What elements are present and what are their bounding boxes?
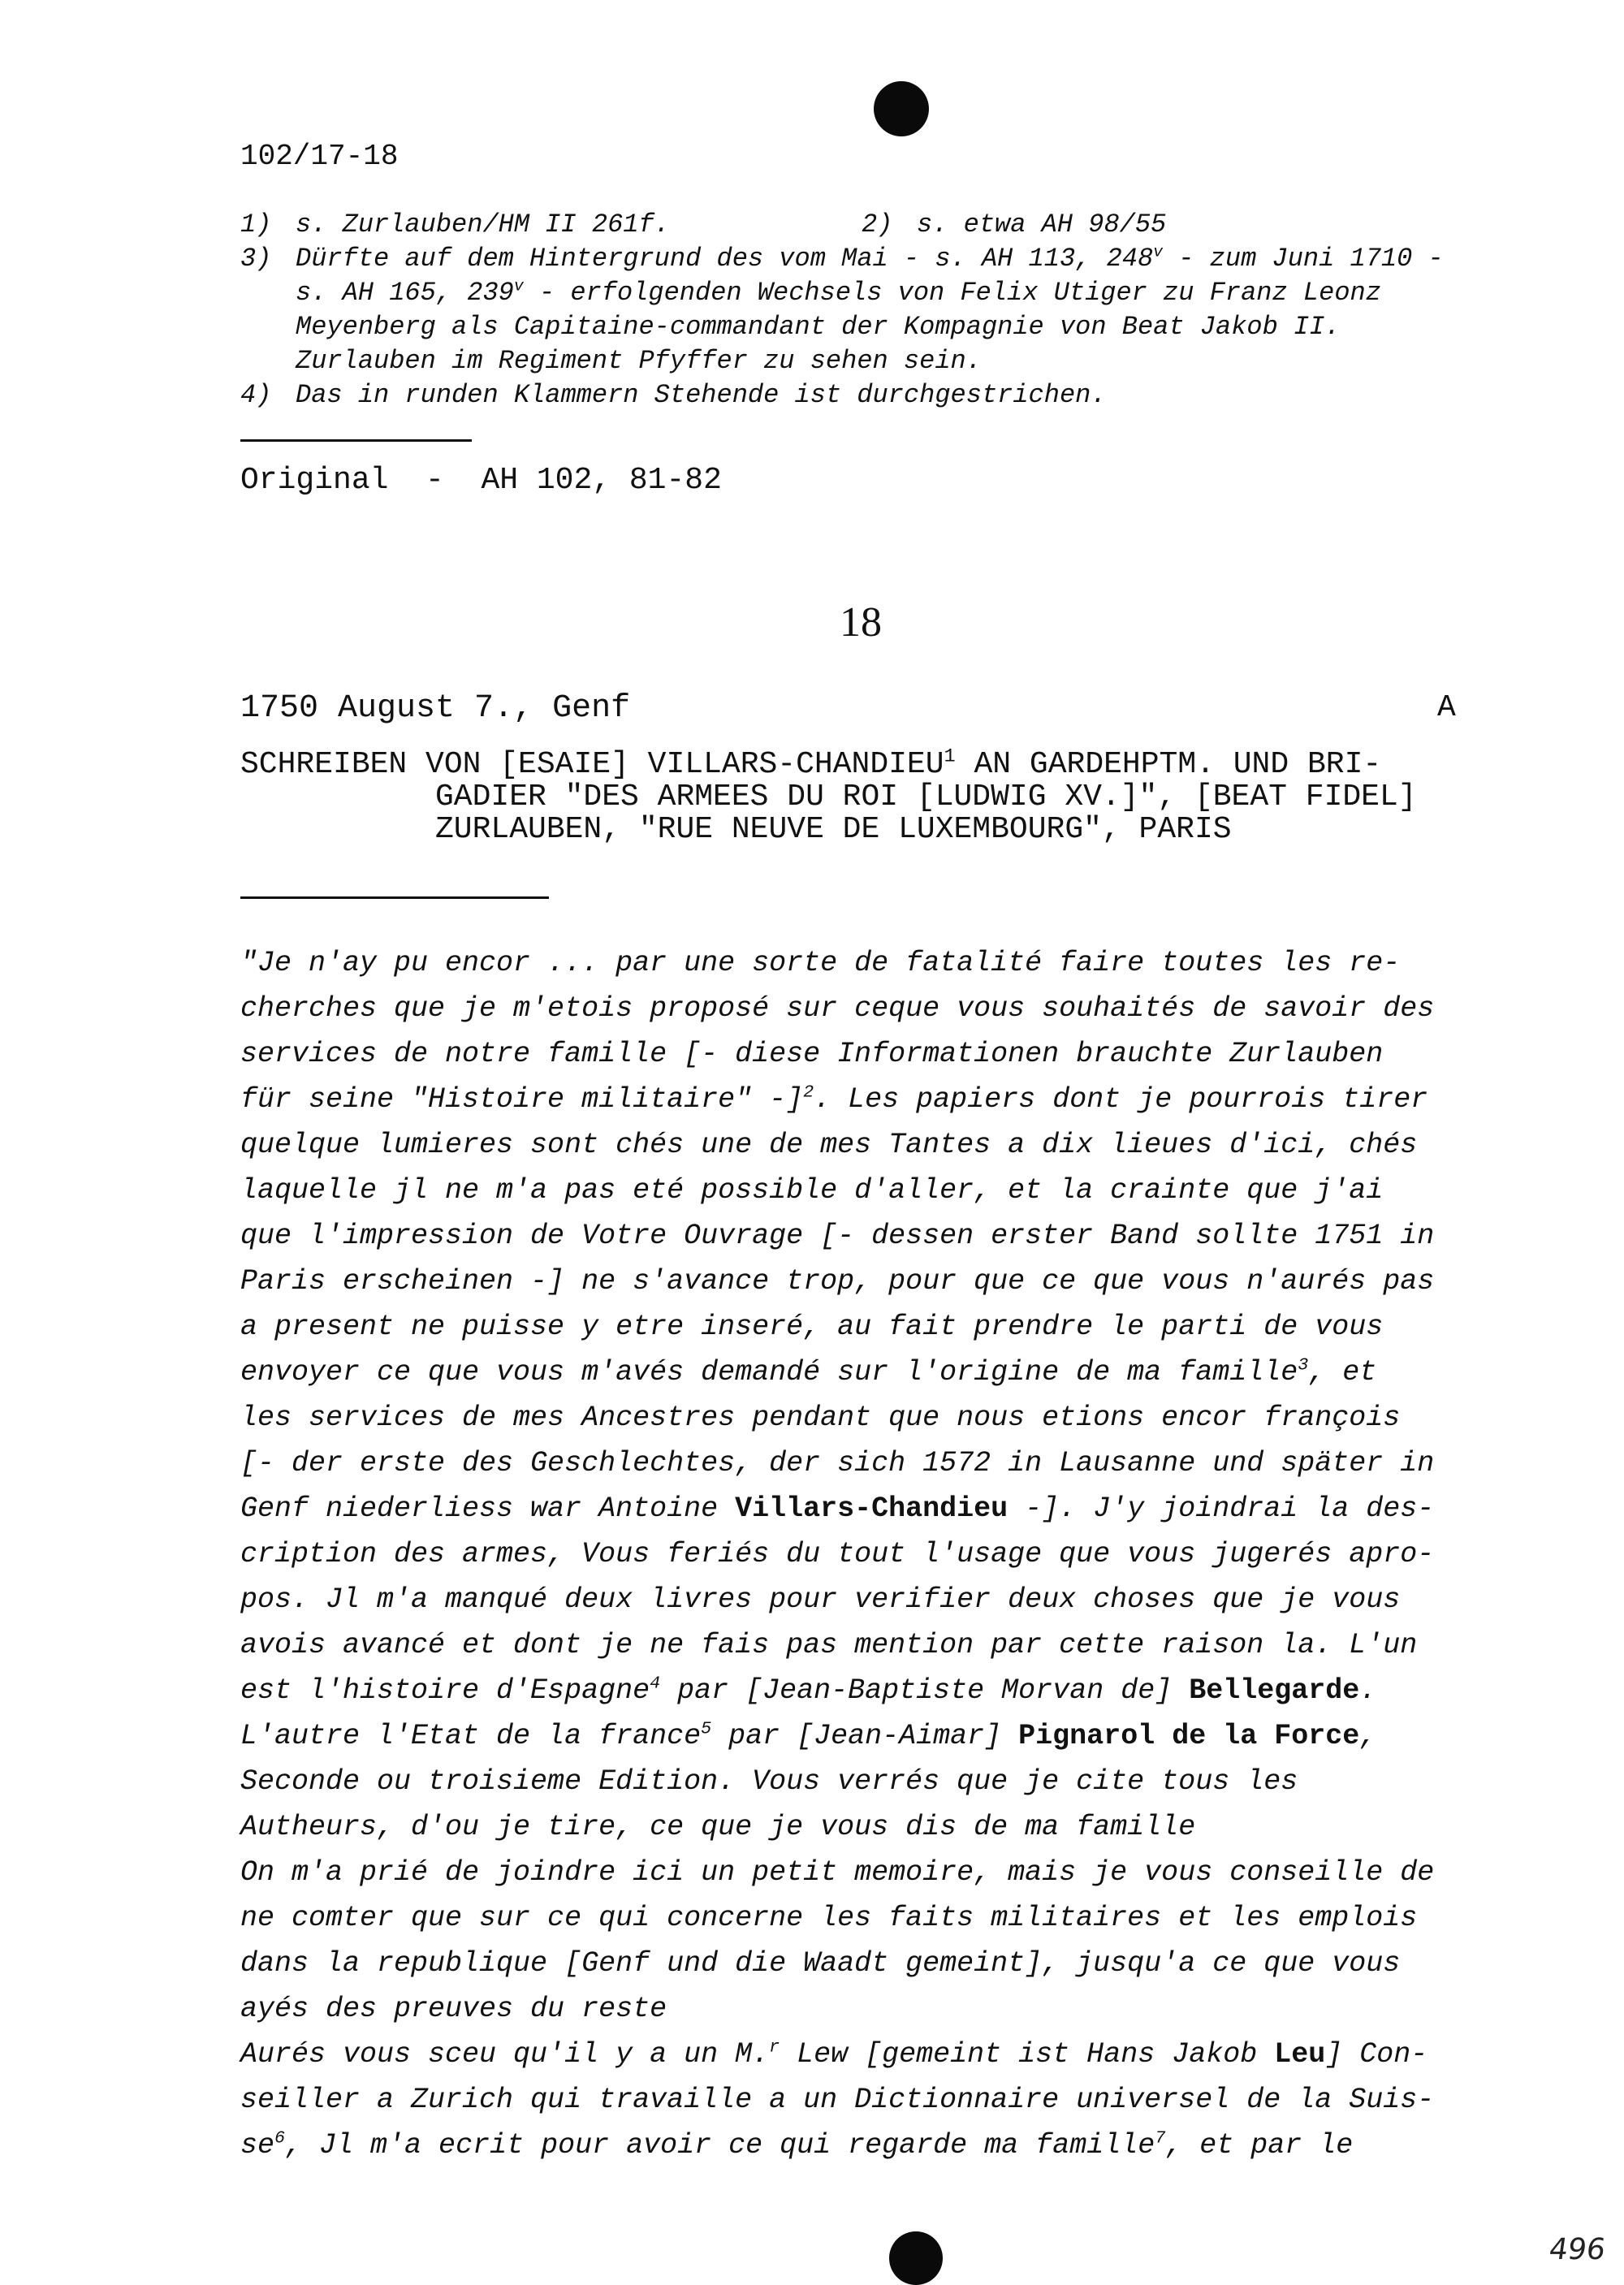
text-line: a present ne puisse y etre inseré, au fait prendre le parti de vous [240,1311,1384,1343]
document-number: 18 [840,599,882,646]
footnote-1: 1) s. Zurlauben/HM II 261f. [240,209,670,240]
heading-line: GADIER "DES ARMEES DU ROI [LUDWIG XV.]", [BEAT FIDEL] [435,780,1417,814]
text-line: L'autre l'Etat de la france$^5$ par [Jean-Aimar] Pignarol de la Force, [240,1718,1377,1752]
text-line: Genf niederliess war Antoine Villars-Chandieu -]. J'y joindrai la des- [240,1492,1435,1525]
text-line: ne comter que sur ce qui concerne les faits militaires et les emplois [240,1902,1418,1934]
document-heading [240,745,1483,847]
footnote-3: 3) Dürfte auf dem Hintergrund des vom Mai - s. AH 113, 248$^v$ - zum Juni 1710 - s. AH 165, 239$^v$ - erfolgenden Wechsels von Felix Utiger zu Franz Leonz Meyenberg als Capitaine-commandant der Kompagnie von Beat Jakob II. Zurlauben im Regiment Pfyffer zu sehen sein. [240,242,1444,376]
text-line: laquelle jl ne m'a pas eté possible d'aller, et la crainte que j'ai [240,1174,1384,1207]
text-line: für seine "Histoire militaire" -]$^2$. Les papiers dont je pourrois tirer [240,1082,1428,1116]
text-line: les services de mes Ancestres pendant que nous etions encor françois [240,1402,1401,1434]
text-line: services de notre famille [- diese Informationen brauchte Zurlauben [240,1038,1384,1070]
separator-rule [240,439,472,442]
text-line: seiller a Zurich qui travaille a un Dictionnaire universel de la Suis- [240,2084,1435,2116]
document-letter: A [1437,690,1456,725]
letter-text [240,940,1483,2168]
text-line: Seconde ou troisieme Edition. Vous verrés que je cite tous les [240,1765,1298,1798]
footnotes [240,208,1483,413]
text-line: quelque lumieres sont chés une de mes Tantes a dix lieues d'ici, chés [240,1129,1418,1161]
text-line: cription des armes, Vous feriés du tout l'usage que vous jugerés apro- [240,1538,1435,1570]
text-line: ayés des preuves du reste [240,1993,667,2025]
text-line: cherches que je m'etois proposé sur ceque vous souhaités de savoir des [240,992,1435,1025]
footnote-4: 4) Das in runden Klammern Stehende ist durchgestrichen. [240,380,1107,410]
heading-line: ZURLAUBEN, "RUE NEUVE DE LUXEMBOURG", PARIS [435,812,1232,847]
footnote-2: 2) s. etwa AH 98/55 [862,209,1167,240]
text-line: Paris erscheinen -] ne s'avance trop, pour que ce que vous n'aurés pas [240,1265,1435,1298]
text-line: envoyer ce que vous m'avés demandé sur l'origine de ma famille$^3$, et [240,1354,1377,1389]
separator-rule [240,896,549,899]
dateline: 1750 August 7., Genf [240,690,631,727]
text-line: "Je n'ay pu encor ... par une sorte de fatalité faire toutes les re- [240,947,1401,979]
punch-hole-bottom [889,2231,943,2285]
text-line: dans la republique [Genf und die Waadt gemeint], jusqu'a ce que vous [240,1947,1401,1980]
handwritten-page-number: 496 [1547,2233,1608,2266]
text-line: que l'impression de Votre Ouvrage [- dessen erster Band sollte 1751 in [240,1220,1435,1252]
text-line: $se^6$, Jl m'a ecrit pour avoir ce qui regarde ma famille$^7$, et par le [240,2127,1354,2162]
heading-line: SCHREIBEN VON [ESAIE] VILLARS-CHANDIEU$^1$ AN GARDEHPTM. UND BRI- [240,745,1382,782]
footnote-row [240,208,1483,242]
text-line: Autheurs, d'ou je tire, ce que je vous dis de ma famille [240,1811,1196,1843]
text-line: [- der erste des Geschlechtes, der sich 1572 in Lausanne und später in [240,1447,1435,1479]
archive-reference: 102/17-18 [240,140,399,173]
source-reference: Original - AH 102, 81-82 [240,463,722,498]
text-line: Aurés vous sceu qu'il y a un M.$^r$ Lew [gemeint ist Hans Jakob Leu] Con- [240,2037,1428,2071]
punch-hole-top [874,81,929,136]
text-line: On m'a prié de joindre ici un petit memoire, mais je vous conseille de [240,1856,1435,1889]
text-line: est l'histoire d'Espagne$^4$ par [Jean-Baptiste Morvan de] Bellegarde. [240,1673,1377,1707]
text-line: avois avancé et dont je ne fais pas mention par cette raison la. L'un [240,1629,1418,1661]
text-line: pos. Jl m'a manqué deux livres pour verifier deux choses que je vous [240,1583,1401,1616]
